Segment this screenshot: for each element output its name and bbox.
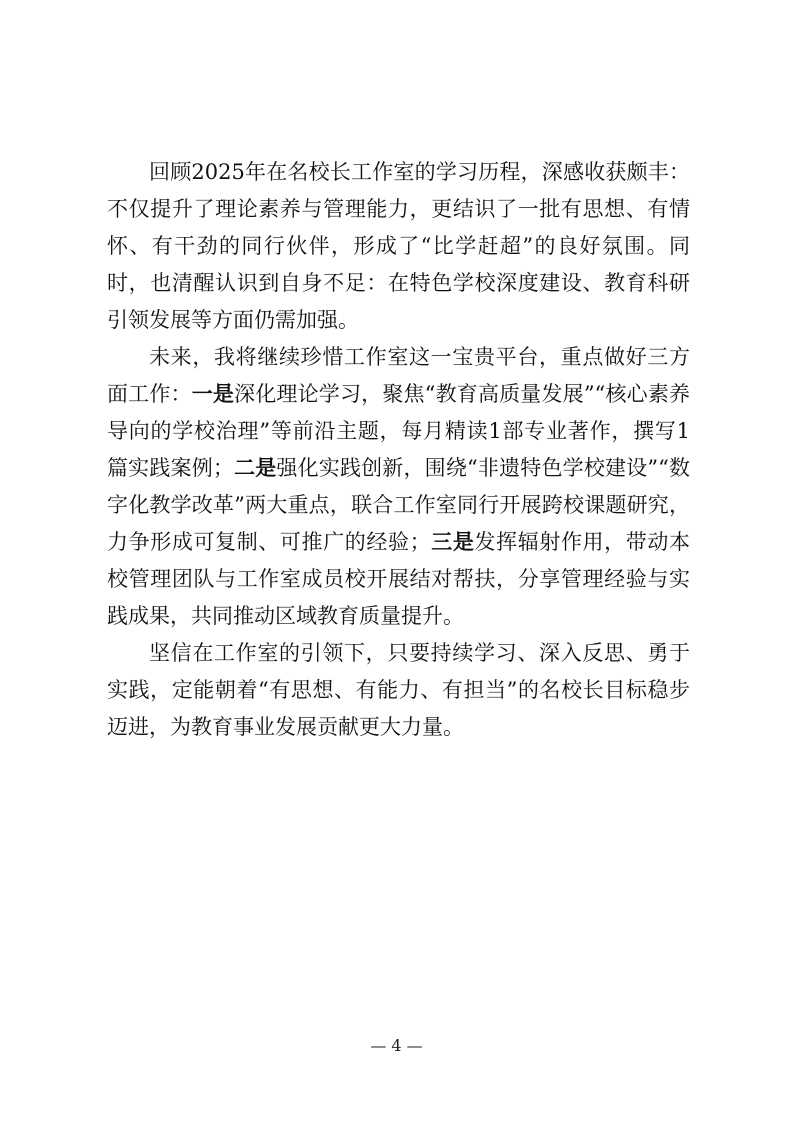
paragraph-conclusion	[107, 635, 690, 746]
point-two-text: 强化实践创新，围绕“非遗特色学校建设”“数字化教学改革”两大重点，联合工作室同行开展跨校课题研究，力争形成可复制、可推广的经验；	[107, 456, 690, 554]
point-two-lead: 二是	[233, 456, 277, 480]
paragraph-text: 坚信在工作室的引领下，只要持续学习、深入反思、勇于实践，定能朝着“有思想、有能力、有担当”的名校长目标稳步迈进，为教育事业发展贡献更大力量。	[107, 641, 690, 739]
paragraph-future-plan	[107, 339, 690, 635]
point-one-lead: 一是	[191, 382, 235, 406]
point-three-text: 发挥辐射作用，带动本校管理团队与工作室成员校开展结对帮扶，分享管理经验与实践成果，共同推动区域教育质量提升。	[107, 530, 691, 628]
point-three-lead: 三是	[430, 530, 475, 554]
paragraph-text: 回顾2025年在名校长工作室的学习历程，深感收获颇丰：不仅提升了理论素养与管理能力，更结识了一批有思想、有情怀、有干劲的同行伙伴，形成了“比学赶超”的良好氛围。同时，也清醒认识到自身不足：在特色学校深度建设、教育科研引领发展等方面仍需加强。	[107, 160, 690, 332]
page-number: — 4 —	[370, 1036, 423, 1055]
point-one-text: 深化理论学习，聚焦“教育高质量发展”“核心素养导向的学校治理”等前沿主题，每月精读1部专业著作，撰写1篇实践案例；	[107, 382, 691, 480]
paragraph-text: 未来，我将继续珍惜工作室这一宝贵平台，重点做好三方面工作：	[107, 345, 690, 406]
paragraph-review	[107, 154, 690, 339]
document-body	[107, 154, 690, 746]
